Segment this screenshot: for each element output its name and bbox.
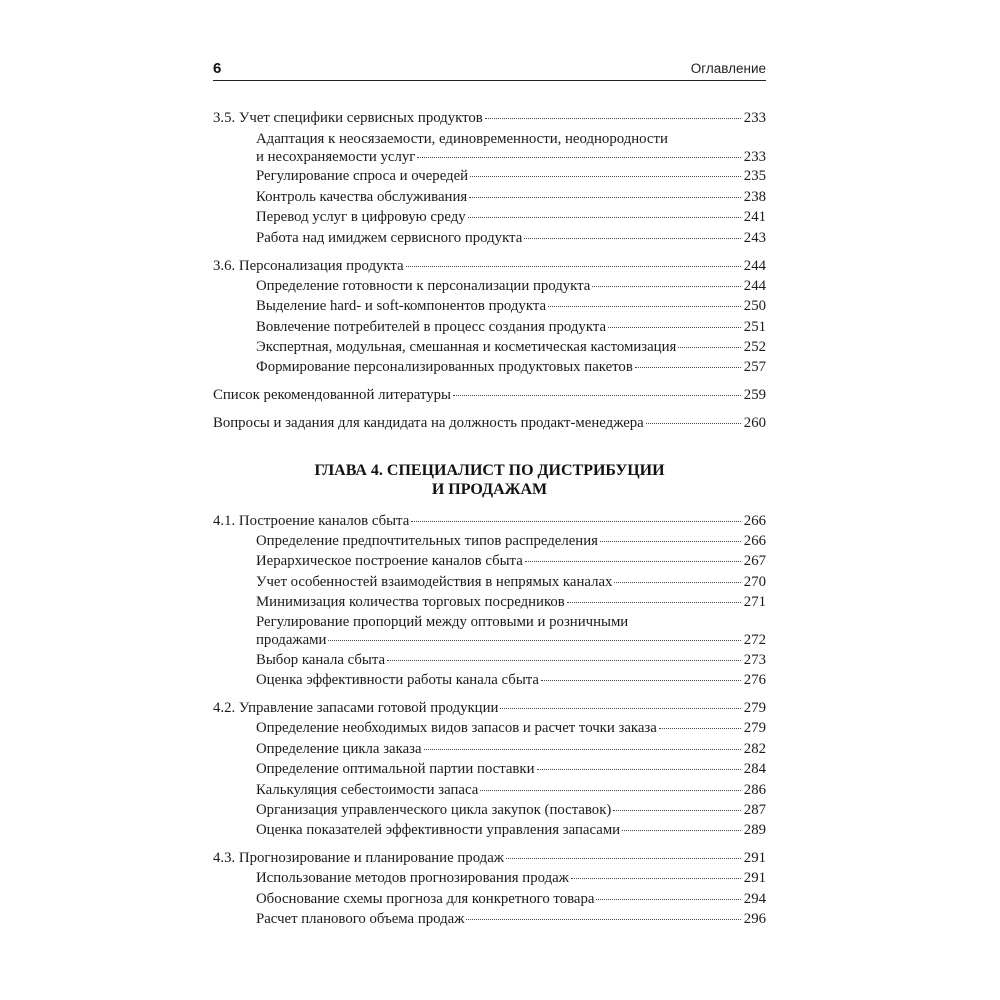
toc-page: 266 [743, 513, 766, 529]
toc-label: Расчет планового объема продаж [256, 911, 465, 927]
toc-label: Организация управленческого цикла закупок (поставок) [256, 802, 612, 818]
toc-page: 259 [743, 387, 766, 403]
toc-page: 289 [743, 822, 766, 838]
toc-label-line2: и несохраняемости услуг [256, 149, 416, 165]
toc-label: 4.1. Построение каналов сбыта [213, 513, 410, 529]
toc-entry[interactable] [256, 821, 766, 839]
toc-entry[interactable] [256, 781, 766, 799]
toc-page: 271 [743, 594, 766, 610]
dot-leader [646, 423, 741, 424]
toc-entry[interactable] [256, 740, 766, 758]
toc-page: 286 [743, 782, 766, 798]
dot-leader [613, 810, 740, 811]
dot-leader [608, 327, 741, 328]
toc-page: 272 [743, 632, 766, 648]
dot-leader [592, 286, 740, 287]
toc-label: Экспертная, модульная, смешанная и косметическая кастомизация [256, 339, 677, 355]
dot-leader [387, 660, 741, 661]
dot-leader [500, 708, 740, 709]
toc-label: Определение оптимальной партии поставки [256, 761, 535, 777]
toc-label: Минимизация количества торговых посредников [256, 594, 565, 610]
toc-label: Обоснование схемы прогноза для конкретного товара [256, 891, 595, 907]
dot-leader [453, 395, 741, 396]
toc-section-4-3[interactable] [213, 849, 766, 867]
toc-entry[interactable] [256, 910, 766, 928]
toc-label: Выделение hard- и soft-компонентов продукта [256, 298, 547, 314]
toc-page: 251 [743, 319, 766, 335]
toc-label: 3.6. Персонализация продукта [213, 258, 404, 274]
toc-label-line1: Адаптация к неосязаемости, единовременности, неоднородности [256, 131, 668, 147]
toc-entry[interactable] [256, 208, 766, 226]
toc-page: 294 [743, 891, 766, 907]
dot-leader [468, 217, 741, 218]
dot-leader [480, 790, 740, 791]
dot-leader [470, 176, 741, 177]
toc-entry[interactable] [256, 719, 766, 737]
toc-entry[interactable] [256, 593, 766, 611]
toc-label: Калькуляция себестоимости запаса [256, 782, 479, 798]
dot-leader [328, 640, 740, 641]
dot-leader [596, 899, 740, 900]
dot-leader [614, 582, 740, 583]
toc-label: Определение готовности к персонализации продукта [256, 278, 591, 294]
chapter-heading-line2: И ПРОДАЖАМ [431, 481, 548, 498]
toc-entry[interactable] [256, 573, 766, 591]
toc-entry[interactable] [256, 890, 766, 908]
toc-entry[interactable] [256, 318, 766, 336]
toc-entry[interactable] [256, 801, 766, 819]
toc-questions[interactable] [213, 414, 766, 432]
dot-leader [600, 541, 741, 542]
toc-entry[interactable] [256, 869, 766, 887]
dot-leader [622, 830, 741, 831]
toc-label: Вопросы и задания для кандидата на должность продакт-менеджера [213, 415, 644, 431]
dot-leader [424, 749, 741, 750]
toc-entry[interactable] [256, 671, 766, 689]
toc-label: Контроль качества обслуживания [256, 189, 468, 205]
toc-entry[interactable] [256, 277, 766, 295]
toc-label: Выбор канала сбыта [256, 652, 386, 668]
page-number: 6 [213, 60, 222, 77]
toc-label: Работа над имиджем сервисного продукта [256, 230, 523, 246]
toc-entry[interactable] [256, 338, 766, 356]
toc-page: 266 [743, 533, 766, 549]
toc-label: Использование методов прогнозирования продаж [256, 870, 569, 886]
toc-page: 244 [743, 278, 766, 294]
running-title: Оглавление [690, 61, 766, 76]
dot-leader [485, 118, 741, 119]
toc-label: Список рекомендованной литературы [213, 387, 451, 403]
toc-entry[interactable] [256, 167, 766, 185]
toc-page: 233 [743, 110, 766, 126]
toc-entry[interactable] [256, 297, 766, 315]
toc-page: 257 [743, 359, 766, 375]
toc-entry[interactable] [256, 229, 766, 247]
dot-leader [411, 521, 741, 522]
dot-leader [635, 367, 741, 368]
toc-section-3-5[interactable] [213, 109, 766, 127]
toc-section-4-2[interactable] [213, 699, 766, 717]
toc-entry[interactable] [256, 532, 766, 550]
toc-page: 296 [743, 911, 766, 927]
toc-label: Учет особенностей взаимодействия в непрямых каналах [256, 574, 613, 590]
dot-leader [525, 561, 741, 562]
dot-leader [567, 602, 741, 603]
dot-leader [469, 197, 741, 198]
dot-leader [571, 878, 741, 879]
page-header [213, 58, 766, 81]
toc-label: Формирование персонализированных продуктовых пакетов [256, 359, 633, 375]
toc-page: 284 [743, 761, 766, 777]
dot-leader [506, 858, 741, 859]
toc-page: 291 [743, 850, 766, 866]
toc-label: 4.3. Прогнозирование и планирование продаж [213, 850, 504, 866]
toc-entry[interactable] [256, 188, 766, 206]
dot-leader [537, 769, 741, 770]
toc-label: Определение цикла заказа [256, 741, 422, 757]
toc-label-line1: Регулирование пропорций между оптовыми и розничными [256, 614, 629, 630]
dot-leader [548, 306, 741, 307]
dot-leader [417, 157, 740, 158]
toc-label: Определение необходимых видов запасов и расчет точки заказа [256, 720, 657, 736]
toc-page: 267 [743, 553, 766, 569]
toc-page: 252 [743, 339, 766, 355]
dot-leader [406, 266, 741, 267]
toc-page: 235 [743, 168, 766, 184]
toc-label: Перевод услуг в цифровую среду [256, 209, 466, 225]
toc-label: Определение предпочтительных типов распределения [256, 533, 598, 549]
toc-page: 244 [743, 258, 766, 274]
toc-references[interactable] [213, 386, 766, 404]
toc-page: 279 [743, 700, 766, 716]
toc-page: 243 [743, 230, 766, 246]
toc-entry[interactable] [256, 358, 766, 376]
toc-label-line2: продажами [256, 632, 327, 648]
dot-leader [466, 919, 740, 920]
toc-label: Регулирование спроса и очередей [256, 168, 469, 184]
toc-page: 238 [743, 189, 766, 205]
dot-leader [524, 238, 741, 239]
chapter-heading-line1: ГЛАВА 4. СПЕЦИАЛИСТ ПО ДИСТРИБУЦИИ [314, 462, 665, 479]
toc-entry[interactable] [256, 760, 766, 778]
toc-label: Вовлечение потребителей в процесс создания продукта [256, 319, 607, 335]
toc-entry[interactable] [256, 651, 766, 669]
toc-label: Оценка показателей эффективности управления запасами [256, 822, 621, 838]
toc-entry[interactable] [256, 130, 766, 166]
toc-entry[interactable] [256, 552, 766, 570]
toc-page: 282 [743, 741, 766, 757]
toc-section-4-1[interactable] [213, 512, 766, 530]
toc-label: 4.2. Управление запасами готовой продукции [213, 700, 499, 716]
toc-page: 241 [743, 209, 766, 225]
dot-leader [678, 347, 740, 348]
toc-page: 233 [743, 149, 766, 165]
dot-leader [541, 680, 741, 681]
toc-page: 276 [743, 672, 766, 688]
toc-label: Иерархическое построение каналов сбыта [256, 553, 523, 569]
toc-entry[interactable] [256, 613, 766, 649]
toc-page: 273 [743, 652, 766, 668]
toc-page: 287 [743, 802, 766, 818]
toc-label: Оценка эффективности работы канала сбыта [256, 672, 539, 688]
toc-page: 250 [743, 298, 766, 314]
toc-label: 3.5. Учет специфики сервисных продуктов [213, 110, 483, 126]
dot-leader [659, 728, 741, 729]
toc-page: 291 [743, 870, 766, 886]
toc-page: 260 [743, 415, 766, 431]
toc-page: 270 [743, 574, 766, 590]
toc-page: 279 [743, 720, 766, 736]
toc-section-3-6[interactable] [213, 257, 766, 275]
